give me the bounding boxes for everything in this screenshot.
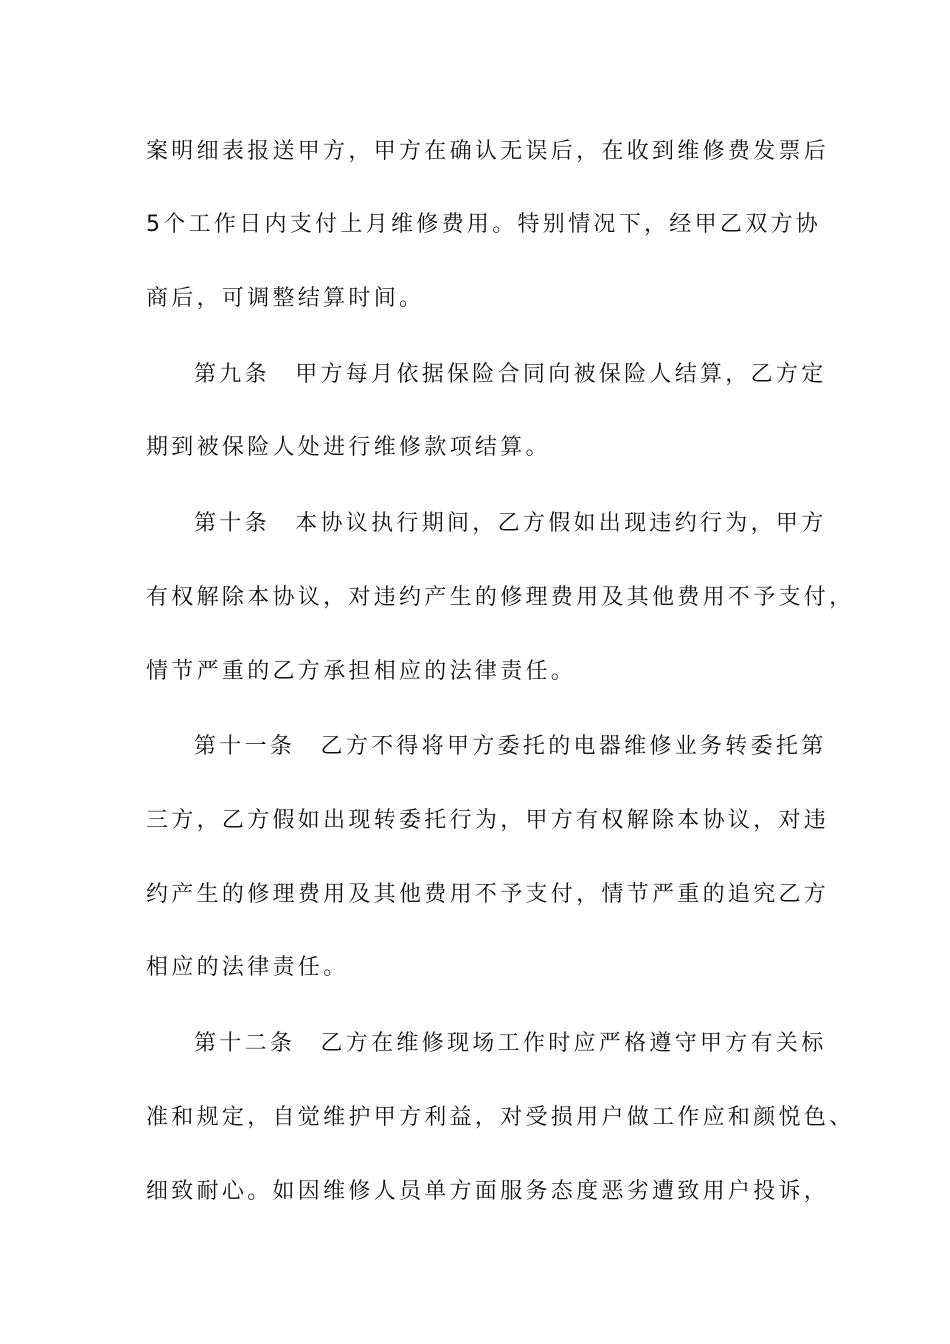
text-line: 三方，乙方假如出现转委托行为，甲方有权解除本协议，对违 [146,808,830,833]
article-12-heading-line: 第十二条 乙方在维修现场工作时应严格遵守甲方有关标 [194,1031,827,1056]
text-line: 商后，可调整结算时间。 [146,286,425,311]
article-11-heading-line: 第十一条 乙方不得将甲方委托的电器维修业务转委托第 [194,734,827,759]
text-line: 情节严重的乙方承担相应的法律责任。 [146,659,577,684]
text-line: 期到被保险人处进行维修款项结算。 [146,435,551,460]
text-line: 相应的法律责任。 [146,955,349,980]
article-9-heading-line: 第九条 甲方每月依据保险合同向被保险人结算，乙方定 [194,362,827,387]
text-line: 约产生的修理费用及其他费用不予支付，情节严重的追究乙方 [146,882,830,907]
text-line: 细致耐心。如因维修人员单方面服务态度恶劣遭致用户投诉， [146,1179,830,1204]
text-line: 有权解除本协议，对违约产生的修理费用及其他费用不予支付， [146,585,855,610]
article-10-heading-line: 第十条 本协议执行期间，乙方假如出现违约行为，甲方 [194,511,827,536]
text-line: 案明细表报送甲方，甲方在确认无误后，在收到维修费发票后 [146,139,830,164]
text-line: 5个工作日内支付上月维修费用。特别情况下，经甲乙双方协 [146,212,822,237]
text-line: 准和规定，自觉维护甲方利益，对受损用户做工作应和颜悦色、 [146,1105,855,1130]
